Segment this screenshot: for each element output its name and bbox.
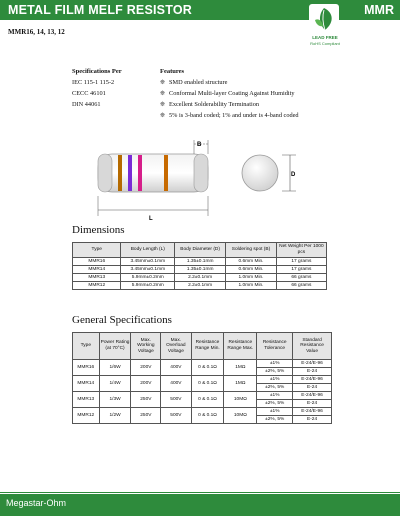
table-row	[73, 266, 327, 274]
lead-free-label: LEAD FREE	[312, 35, 338, 40]
table-header: Resistance Range Max.	[224, 333, 257, 360]
footer-brand: Megastar-Ohm	[6, 498, 67, 508]
table-cell: 10MΩ	[224, 392, 257, 408]
table-cell: MMR16	[73, 258, 121, 266]
table-cell: 1/4W	[99, 376, 131, 392]
table-cell: E-24/E-96	[293, 360, 332, 368]
table-header: Net Weight Per 1000 pcs	[276, 243, 326, 258]
end-cap-right	[194, 154, 208, 192]
resistor-end-view	[242, 155, 278, 191]
feature-text: SMD enabled structure	[169, 79, 228, 86]
table-header: Resistance Tolerance	[257, 333, 293, 360]
features-heading: Features	[160, 68, 185, 75]
table-header: Type	[73, 243, 121, 258]
feature-text: 5% is 3-band coded; 1% and under is 4-band coded	[169, 112, 299, 119]
table-cell: MMR12	[73, 408, 100, 424]
table-cell: 1.35±0.1mm	[175, 258, 226, 266]
table-row	[73, 408, 332, 416]
table-cell: 1/3W	[99, 392, 131, 408]
table-cell: 0 & 0.1Ω	[191, 360, 224, 376]
table-cell: MMR14	[73, 266, 121, 274]
general-specifications-table	[72, 332, 332, 424]
table-cell: 400V	[161, 376, 191, 392]
l-label: L	[149, 216, 153, 222]
dimensions-table	[72, 242, 327, 290]
bullet-icon: ❊	[160, 80, 166, 86]
table-cell: MMR13	[73, 274, 121, 282]
table-cell: 2.2±0.1mm	[175, 274, 226, 282]
table-cell: 17 grams	[276, 258, 326, 266]
table-row	[73, 392, 332, 400]
rohs-label: RoHS Compliant	[310, 41, 340, 46]
table-cell: 5.9mm±0.2mm	[121, 282, 175, 290]
table-cell: 0.6mm Min.	[226, 266, 277, 274]
table-cell: ±2%, 5%	[257, 368, 293, 376]
table-cell: E-24	[293, 384, 332, 392]
table-cell: E-24/E-96	[293, 408, 332, 416]
series-label: MMR	[364, 3, 394, 17]
table-cell: 200V	[131, 376, 161, 392]
table-cell: ±2%, 5%	[257, 384, 293, 392]
document-title: METAL FILM MELF RESISTOR	[8, 3, 192, 17]
table-cell: ±1%	[257, 408, 293, 416]
table-header: Soldering spot (B)	[226, 243, 277, 258]
table-cell: E-24	[293, 416, 332, 424]
feature-text: Conformal Multi-layer Coating Against Humidity	[169, 90, 295, 97]
table-cell: 1MΩ	[224, 376, 257, 392]
table-cell: 5.9mm±0.2mm	[121, 274, 175, 282]
table-cell: MMR12	[73, 282, 121, 290]
color-band-2	[128, 155, 132, 191]
table-row	[73, 282, 327, 290]
table-cell: MMR16	[73, 360, 100, 376]
feature-item	[160, 79, 227, 86]
color-band-3	[138, 155, 142, 191]
b-label: B	[197, 142, 202, 148]
feature-item	[160, 112, 299, 119]
table-cell: 1/6W	[99, 360, 131, 376]
table-cell: 200V	[131, 360, 161, 376]
table-header: Max. Overload Voltage	[161, 333, 191, 360]
table-cell: E-24	[293, 400, 332, 408]
resistor-body	[98, 154, 208, 192]
resistor-diagram	[88, 132, 318, 224]
table-cell: 66 grams	[276, 274, 326, 282]
feature-text: Excellent Solderability Termination	[169, 101, 260, 108]
general-specifications-title: General Specifications	[72, 314, 172, 326]
bullet-icon: ❊	[160, 102, 166, 108]
table-cell: E-24/E-96	[293, 376, 332, 384]
table-row	[73, 360, 332, 368]
table-cell: ±1%	[257, 360, 293, 368]
feature-item	[160, 101, 259, 108]
table-cell: ±1%	[257, 392, 293, 400]
table-cell: 0 & 0.1Ω	[191, 408, 224, 424]
table-cell: 1.0mm Min.	[226, 282, 277, 290]
table-cell: 1/2W	[99, 408, 131, 424]
table-cell: 0 & 0.1Ω	[191, 376, 224, 392]
table-header: Type	[73, 333, 100, 360]
table-cell: MMR14	[73, 376, 100, 392]
table-cell: 3.45mm±0.1mm	[121, 266, 175, 274]
table-cell: 400V	[161, 360, 191, 376]
table-cell: 1MΩ	[224, 360, 257, 376]
table-header: Max. Working Voltage	[131, 333, 161, 360]
dimensions-title: Dimensions	[72, 224, 125, 236]
spec-item: CECC 46101	[72, 90, 106, 97]
spec-item: IEC 115-1 115-2	[72, 79, 115, 86]
table-header: Resistance Range Min.	[191, 333, 224, 360]
table-cell: 3.45mm±0.1mm	[121, 258, 175, 266]
footer-divider	[0, 492, 400, 493]
bullet-icon: ❊	[160, 113, 166, 119]
table-cell: 1.0mm Min.	[226, 274, 277, 282]
spec-item: DIN 44061	[72, 101, 101, 108]
model-list: MMR16, 14, 13, 12	[8, 28, 65, 36]
table-row	[73, 258, 327, 266]
color-band-1	[118, 155, 122, 191]
table-cell: 1.35±0.1mm	[175, 266, 226, 274]
table-cell: 500V	[161, 408, 191, 424]
table-cell: ±1%	[257, 376, 293, 384]
table-cell: ±2%, 5%	[257, 400, 293, 408]
end-cap-left	[98, 154, 112, 192]
table-cell: 2.2±0.1mm	[175, 282, 226, 290]
table-header-row	[73, 333, 332, 360]
table-cell: 66 grams	[276, 282, 326, 290]
table-row	[73, 376, 332, 384]
color-band-4	[164, 155, 168, 191]
table-cell: 0 & 0.1Ω	[191, 392, 224, 408]
table-cell: E-24	[293, 368, 332, 376]
table-cell: 17 grams	[276, 266, 326, 274]
bullet-icon: ❊	[160, 91, 166, 97]
table-cell: 0.6mm Min.	[226, 258, 277, 266]
d-label: D	[291, 172, 296, 178]
table-cell: 10MΩ	[224, 408, 257, 424]
table-cell: MMR13	[73, 392, 100, 408]
table-cell: 250V	[131, 392, 161, 408]
feature-item	[160, 90, 295, 97]
table-header: Standard Resistance Value	[293, 333, 332, 360]
table-cell: E-24/E-96	[293, 392, 332, 400]
table-header: Power Rating (at 70°C)	[99, 333, 131, 360]
table-row	[73, 274, 327, 282]
specifications-heading: Specifications Per	[72, 68, 122, 75]
table-cell: 250V	[131, 408, 161, 424]
table-cell: 500V	[161, 392, 191, 408]
table-cell: ±2%, 5%	[257, 416, 293, 424]
table-header: Body Length (L)	[121, 243, 175, 258]
table-header: Body Diameter (D)	[175, 243, 226, 258]
table-header-row	[73, 243, 327, 258]
